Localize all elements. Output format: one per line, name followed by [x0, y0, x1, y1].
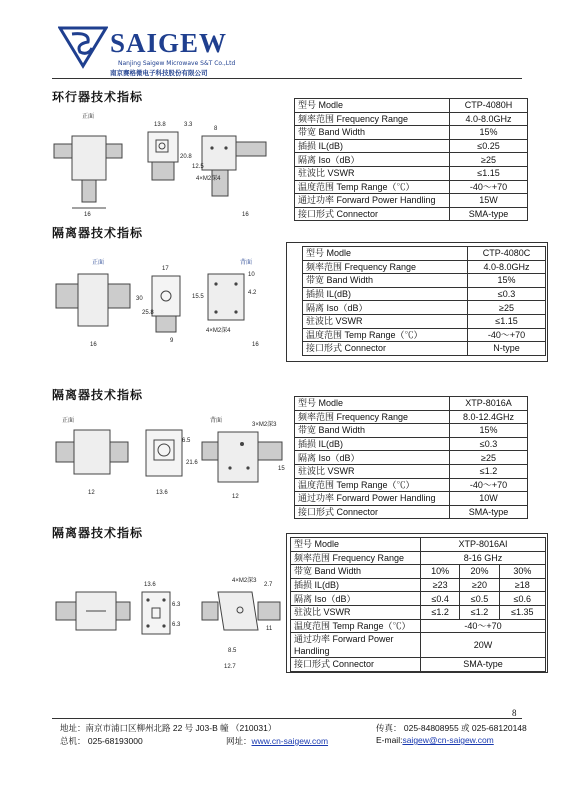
dim-d4: 20.8	[180, 154, 192, 160]
email-link[interactable]: saigew@cn-saigew.com	[402, 735, 494, 745]
table-row	[295, 437, 528, 451]
dim-d5: 6.3	[172, 622, 181, 628]
table-row	[291, 633, 546, 658]
dim-d6: 4×M2深4	[196, 176, 221, 182]
spec-value: 8-16 GHz	[421, 551, 546, 565]
spec-value: ≤0.3	[468, 287, 546, 301]
footer-email	[376, 735, 494, 745]
spec-value: -40～+70	[468, 328, 546, 342]
label-back: 背面	[240, 260, 253, 266]
table-row	[303, 287, 546, 301]
spec-label: 隔离 Iso（dB）	[303, 301, 468, 315]
spec-label: 通过功率 Forward Power Handling	[291, 633, 421, 658]
spec-label: 型号 Modle	[303, 247, 468, 261]
dim-d8: 12.7	[224, 664, 236, 670]
table-row	[291, 592, 546, 606]
header-divider	[52, 78, 522, 79]
spec-label: 频率范围 Frequency Range	[303, 260, 468, 274]
spec-table-isolator-3	[290, 537, 546, 672]
spec-value: ≤1.15	[468, 314, 546, 328]
spec-value: ≤1.35	[499, 605, 545, 619]
spec-value: ≥25	[450, 153, 528, 167]
spec-label: 插损 IL(dB)	[303, 287, 468, 301]
spec-value: ≥25	[450, 451, 528, 465]
spec-label: 型号 Modle	[295, 99, 450, 113]
spec-value: ≤1.15	[450, 166, 528, 180]
spec-value: XTP-8016A	[450, 397, 528, 411]
section-title-isolator-2: 隔离器技术指标	[52, 388, 144, 402]
spec-value: 10W	[450, 492, 528, 506]
table-row	[295, 153, 528, 167]
table-row	[295, 126, 528, 140]
dim-d1: 3×M2深3	[252, 422, 277, 428]
brand-name: SAIGEW	[110, 28, 228, 58]
table-row	[291, 551, 546, 565]
table-row	[295, 166, 528, 180]
table-row	[291, 605, 546, 619]
spec-label: 通过功率 Forward Power Handling	[295, 194, 450, 208]
saigew-logo-icon	[58, 26, 108, 70]
spec-label: 隔离 Iso（dB）	[295, 451, 450, 465]
footer-address: 地址：南京市浦口区柳州北路 22 号 J03-B 幢 （210031）	[60, 723, 277, 733]
dim-d1: 13.6	[144, 582, 156, 588]
dim-d5: 12.5	[192, 164, 204, 170]
spec-value: ≤0.3	[450, 437, 528, 451]
spec-value: 20%	[460, 565, 499, 579]
dim-d8: 4×M2深4	[206, 328, 231, 334]
spec-value: -40～+70	[421, 619, 546, 633]
dim-d10: 16	[252, 342, 259, 348]
spec-value: ≤1.2	[421, 605, 460, 619]
footer-fax: 传真： 025-84808955 或 025-68120148	[376, 723, 527, 733]
table-row	[295, 139, 528, 153]
table-row	[295, 112, 528, 126]
section-title-circulator: 环行器技术指标	[52, 90, 144, 104]
dim-d1: 13.8	[154, 122, 166, 128]
spec-label: 温度范围 Temp Range（℃）	[295, 478, 450, 492]
spec-label: 温度范围 Temp Range（℃）	[303, 328, 468, 342]
table-row	[303, 342, 546, 356]
spec-value: 4.0-8.0GHz	[450, 112, 528, 126]
website-link[interactable]: www.cn-saigew.com	[251, 736, 329, 746]
spec-value: 15%	[450, 126, 528, 140]
spec-label: 驻波比 VSWR	[291, 605, 421, 619]
spec-value: XTP-8016AI	[421, 538, 546, 552]
spec-value: SMA-type	[421, 658, 546, 672]
dim-d3: 30	[136, 296, 143, 302]
isolator-3-drawing	[52, 570, 284, 674]
table-row	[303, 314, 546, 328]
table-row	[295, 492, 528, 506]
spec-value: N-type	[468, 342, 546, 356]
spec-label: 温度范围 Temp Range（℃）	[295, 180, 450, 194]
spec-label: 接口形式 Connector	[291, 658, 421, 672]
label-back: 背面	[210, 418, 223, 424]
dim-d2: 10	[248, 272, 255, 278]
spec-label: 型号 Modle	[291, 538, 421, 552]
section-title-isolator-3: 隔离器技术指标	[52, 526, 144, 540]
isolator-2-drawing	[52, 412, 292, 508]
spec-label: 隔离 Iso（dB）	[295, 153, 450, 167]
spec-label: 频率范围 Frequency Range	[295, 112, 450, 126]
spec-value: CTP-4080H	[450, 99, 528, 113]
spec-label: 型号 Modle	[295, 397, 450, 411]
spec-label: 插损 IL(dB)	[295, 437, 450, 451]
website-label: 网址：	[226, 736, 252, 746]
spec-value: 20W	[421, 633, 546, 658]
dim-d3: 3.3	[184, 122, 193, 128]
spec-value: 15%	[450, 424, 528, 438]
brand-subtitle-en: Nanjing Saigew Microwave S&T Co.,Ltd	[118, 60, 236, 67]
spec-label: 隔离 Iso（dB）	[291, 592, 421, 606]
spec-table-circulator	[294, 98, 528, 221]
dim-d7: 9	[170, 338, 174, 344]
dim-d7: 8.5	[228, 648, 237, 654]
dim-d5: 15.5	[192, 294, 204, 300]
company-logo	[58, 26, 278, 76]
spec-value: 15%	[468, 274, 546, 288]
spec-label: 带宽 Band Width	[291, 565, 421, 579]
dim-d6: 11	[266, 626, 273, 632]
dim-d6: 4.2	[248, 290, 257, 296]
table-row	[295, 451, 528, 465]
footer-divider	[52, 718, 522, 719]
spec-table-isolator-2	[294, 396, 528, 519]
spec-value: -40～+70	[450, 478, 528, 492]
table-row	[303, 247, 546, 261]
spec-value: ≤0.6	[499, 592, 545, 606]
spec-value: SMA-type	[450, 505, 528, 519]
circulator-drawing	[52, 108, 288, 220]
dim-d4: 15	[278, 466, 285, 472]
spec-value: ≤0.25	[450, 139, 528, 153]
spec-label: 接口形式 Connector	[295, 207, 450, 221]
spec-value: ≥20	[460, 578, 499, 592]
table-row	[295, 505, 528, 519]
page-number: 8	[512, 708, 517, 718]
spec-value: ≥23	[421, 578, 460, 592]
spec-label: 带宽 Band Width	[295, 424, 450, 438]
table-row	[295, 207, 528, 221]
spec-label: 带宽 Band Width	[295, 126, 450, 140]
table-row	[291, 578, 546, 592]
isolator-1-drawing	[52, 254, 274, 354]
dim-d1: 17	[162, 266, 169, 272]
spec-value: ≤1.2	[450, 464, 528, 478]
spec-label: 带宽 Band Width	[303, 274, 468, 288]
footer-phone: 总机： 025-68193000	[60, 736, 143, 746]
spec-value: ≤1.2	[460, 605, 499, 619]
section-title-isolator-1: 隔离器技术指标	[52, 226, 144, 240]
table-row	[291, 565, 546, 579]
table-row	[291, 658, 546, 672]
table-row	[295, 464, 528, 478]
spec-value: 4.0-8.0GHz	[468, 260, 546, 274]
spec-label: 驻波比 VSWR	[295, 464, 450, 478]
brand-subtitle-cn: 南京赛格微电子科技股份有限公司	[110, 69, 208, 77]
footer-website	[226, 735, 328, 747]
table-row	[303, 328, 546, 342]
label-front: 正面	[62, 418, 75, 424]
spec-value: -40～+70	[450, 180, 528, 194]
dim-d5: 12	[88, 490, 95, 496]
spec-label: 通过功率 Forward Power Handling	[295, 492, 450, 506]
spec-label: 频率范围 Frequency Range	[291, 551, 421, 565]
spec-value: ≤0.4	[421, 592, 460, 606]
table-row	[295, 478, 528, 492]
dim-d6: 13.6	[156, 490, 168, 496]
spec-value: SMA-type	[450, 207, 528, 221]
table-row	[295, 99, 528, 113]
spec-label: 插损 IL(dB)	[291, 578, 421, 592]
dim-d3: 2.7	[264, 582, 273, 588]
table-row	[291, 538, 546, 552]
dim-d7: 16	[242, 212, 249, 218]
table-row	[295, 180, 528, 194]
spec-value: ≤0.5	[460, 592, 499, 606]
table-row	[295, 424, 528, 438]
spec-label: 接口形式 Connector	[303, 342, 468, 356]
dim-d8: 16	[84, 212, 91, 218]
dim-d4: 6.3	[172, 602, 181, 608]
table-row	[303, 301, 546, 315]
spec-value: 10%	[421, 565, 460, 579]
dim-d2: 6.5	[182, 438, 191, 444]
dim-d4: 25.8	[142, 310, 154, 316]
dim-d2: 8	[214, 126, 218, 132]
dim-d3: 21.6	[186, 460, 198, 466]
label-front: 正面	[82, 114, 95, 120]
spec-value: ≥25	[468, 301, 546, 315]
dim-d9: 16	[90, 342, 97, 348]
spec-label: 插损 IL(dB)	[295, 139, 450, 153]
spec-value: 15W	[450, 194, 528, 208]
email-label: E-mail:	[376, 735, 403, 745]
spec-label: 温度范围 Temp Range（℃）	[291, 619, 421, 633]
spec-label: 接口形式 Connector	[295, 505, 450, 519]
spec-label: 驻波比 VSWR	[295, 166, 450, 180]
spec-value: CTP-4080C	[468, 247, 546, 261]
spec-value: ≥18	[499, 578, 545, 592]
spec-value: 30%	[499, 565, 545, 579]
spec-table-isolator-1	[302, 246, 546, 356]
table-row	[291, 619, 546, 633]
dim-d7: 12	[232, 494, 239, 500]
spec-label: 驻波比 VSWR	[303, 314, 468, 328]
spec-value: 8.0-12.4GHz	[450, 410, 528, 424]
table-row	[303, 274, 546, 288]
spec-label: 频率范围 Frequency Range	[295, 410, 450, 424]
label-front: 正面	[92, 260, 105, 266]
dim-d2: 4×M2深3	[232, 578, 257, 584]
table-row	[295, 410, 528, 424]
table-row	[303, 260, 546, 274]
table-row	[295, 397, 528, 411]
table-row	[295, 194, 528, 208]
